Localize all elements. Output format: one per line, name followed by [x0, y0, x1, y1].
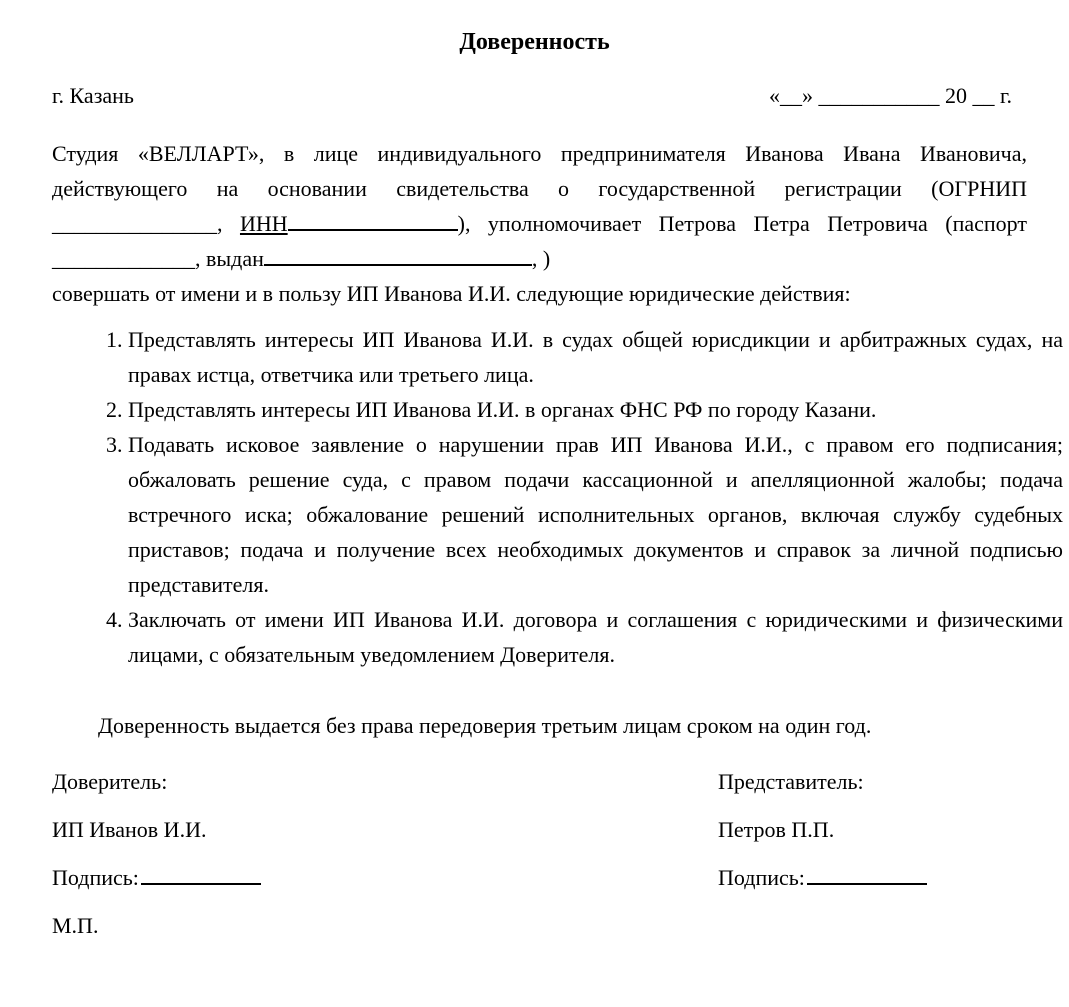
list-item: 4. Заключать от имени ИП Иванова И.И. договора и соглашения с юридическими и физическими лицами, с обязательным уведомлением Доверителя. [128, 602, 1063, 672]
principal-name: ИП Иванов И.И. [52, 817, 207, 842]
duties-list [92, 322, 1063, 672]
list-item: 1. Представлять интересы ИП Иванова И.И. в судах общей юрисдикции и арбитражных судах, на правах истца, ответчика или третьего лица. [128, 322, 1063, 392]
signature-role-row [52, 764, 1027, 812]
signature-line-row [52, 860, 1027, 908]
list-item: 3. Подавать исковое заявление о нарушении прав ИП Иванова И.И., с правом его подписания; обжаловать решение суда, с правом подачи кассационной и апелляционной жалобы; подача встречного иска; обжалование решений исполнительных органов, включая службу судебных приставов; подача и получение всех необходимых документов и справок за личной подписью представителя. [128, 427, 1063, 602]
list-item: 2. Представлять интересы ИП Иванова И.И. в органах ФНС РФ по городу Казани. [128, 392, 1063, 427]
date-placeholder: «__» ___________ 20 __ г. [768, 83, 1012, 108]
intro-last-line: совершать от имени и в пользу ИП Иванова И.И. следующие юридические действия: [52, 281, 851, 306]
city-label: г. Казань [52, 83, 134, 108]
principal-signature-field [52, 860, 261, 895]
page-title: Доверенность [459, 29, 610, 55]
intro-text-part2: ), уполномочивает Петрова Петра Петровича (паспорт _____________, выдан [52, 211, 1027, 271]
representative-role-label: Представитель: [718, 769, 864, 794]
principal-signature-rule [141, 863, 261, 885]
closing-paragraph: Доверенность выдается без права передоверия третьим лицам сроком на один год. [98, 713, 872, 738]
representative-signature-label: Подпись: [718, 865, 805, 890]
representative-signature-rule [807, 863, 927, 885]
principal-signature-label: Подпись: [52, 865, 139, 890]
principal-role-label: Доверитель: [52, 769, 168, 794]
passport-issued-blank-field [264, 244, 532, 266]
signature-name-row [52, 812, 1027, 860]
intro-text-part1: Студия «ВЕЛЛАРТ», в лице индивидуального предпринимателя Иванова Ивана Ивановича, действующего на основании свидетельства о государственной регистрации (ОГРНИП _______________, [52, 141, 1027, 236]
stamp-place-label: М.П. [52, 913, 99, 938]
inn-blank-field [288, 209, 458, 231]
stamp-row [52, 908, 1027, 948]
intro-text-part3: , ) [531, 246, 551, 271]
inn-label: ИНН [239, 211, 288, 236]
city-date-row [52, 82, 1020, 111]
signature-block [52, 764, 1027, 948]
intro-paragraph [52, 136, 1027, 311]
representative-signature-field [718, 860, 927, 895]
representative-name: Петров П.П. [718, 817, 835, 842]
